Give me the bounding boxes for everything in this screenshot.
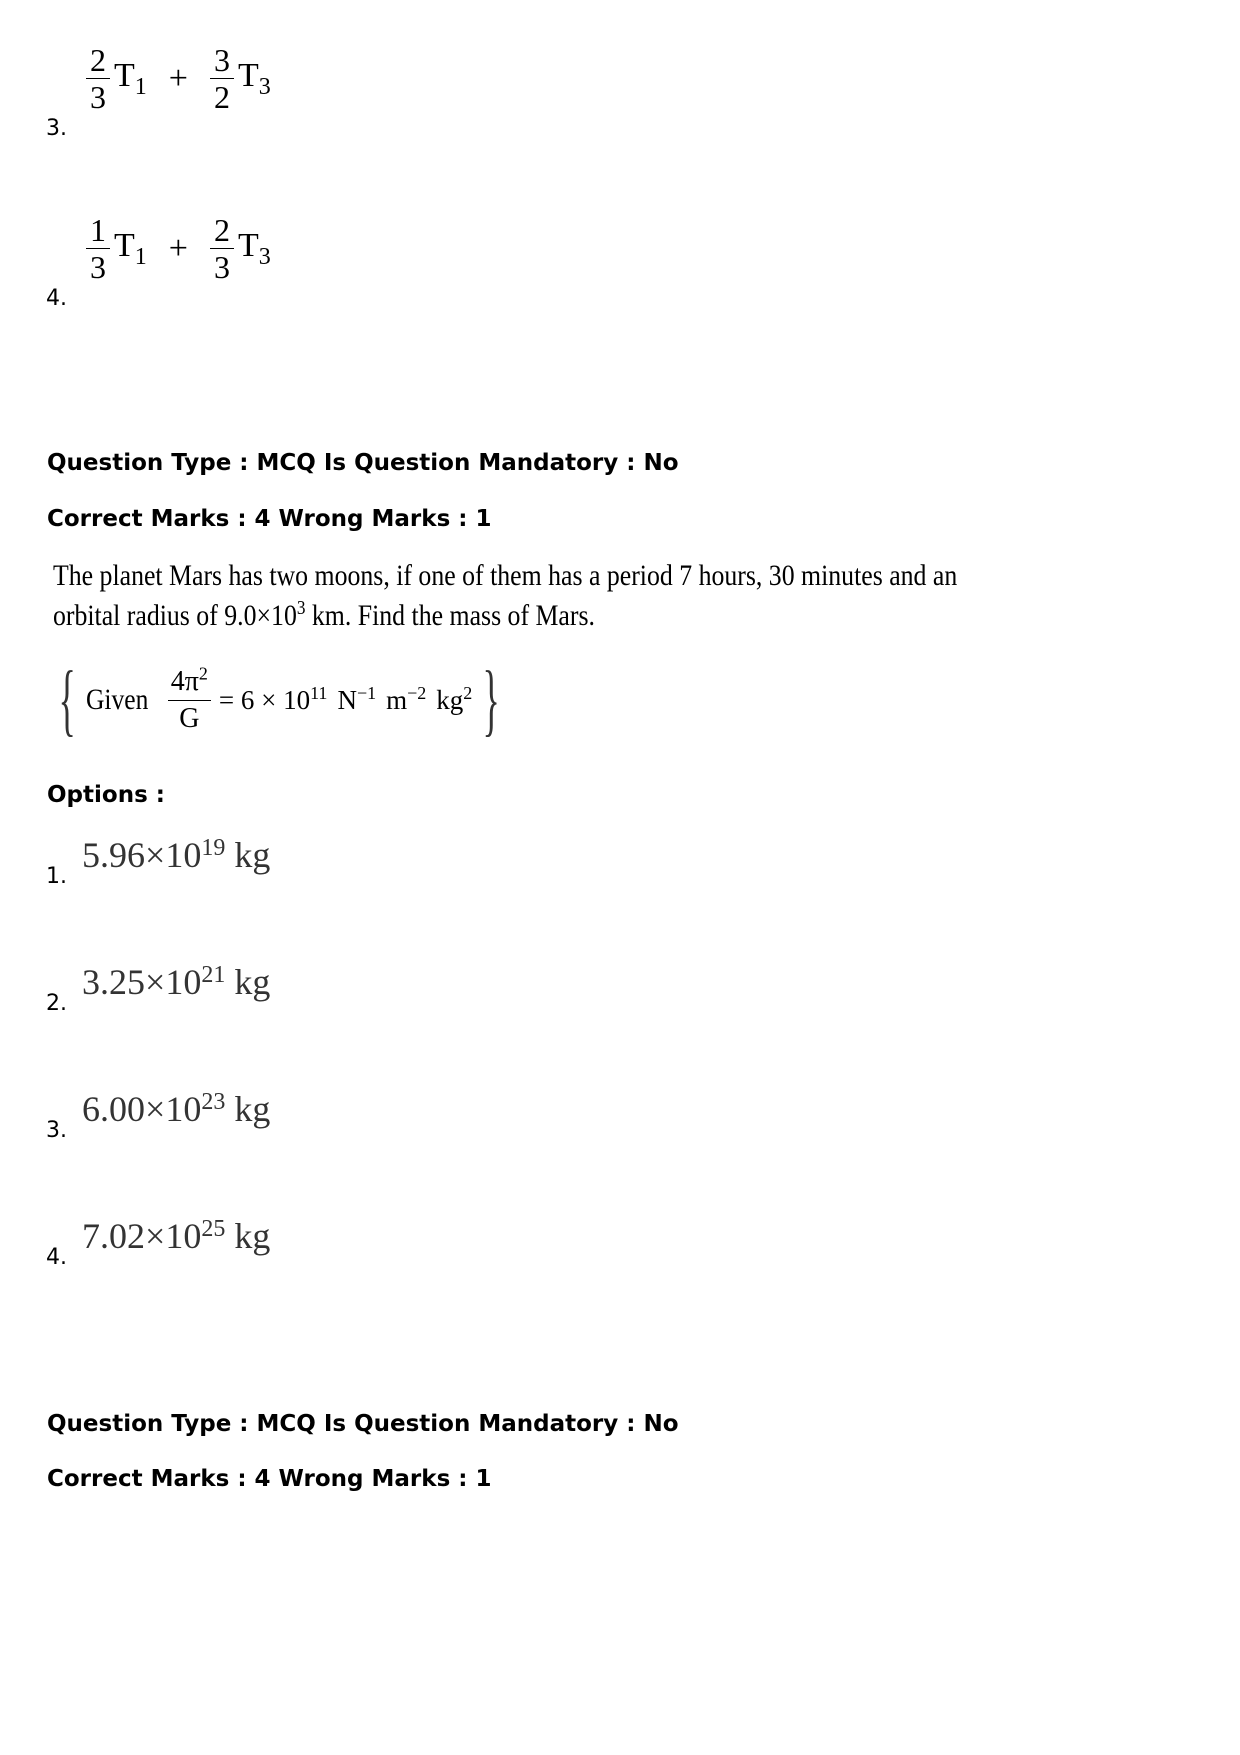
given-rhs: = $6 \times 10^{11}$: [218, 682, 328, 715]
question-text-line-2: orbital radius of $9.0\times 10^3$ km. Find the mass of Mars.: [53, 597, 595, 632]
given-unit-kg: $kg^2$: [436, 682, 473, 715]
marks-line: Correct Marks : 4 Wrong Marks : 1: [47, 506, 492, 532]
given-unit-m: $m^{-2}$: [386, 682, 427, 715]
fraction: $\frac{2}{3}$: [210, 214, 234, 283]
next-marks-line: Correct Marks : 4 Wrong Marks : 1: [47, 1466, 492, 1492]
question-type-line: Question Type : MCQ Is Question Mandatory : No: [47, 450, 679, 476]
option-value: $7.02\times 10^{25}$ kg: [82, 1216, 271, 1256]
option-number: 2.: [46, 991, 67, 1016]
option-number: 4.: [46, 286, 67, 311]
right-brace-icon: }: [482, 656, 501, 744]
option-number: 3.: [46, 1118, 67, 1143]
given-fraction: $\frac{4\pi^2}{G}$: [168, 667, 211, 733]
question-text: [53, 556, 957, 636]
fraction: $\frac{1}{3}$: [86, 214, 110, 283]
option-number: 1.: [46, 864, 67, 889]
options-label: Options :: [47, 782, 165, 808]
fraction: $\frac{2}{3}$: [86, 44, 110, 113]
option-expression: $\frac{2}{3}$ $T_1$ + $\frac{3}{2}$ $T_3$: [86, 44, 271, 113]
option-value: $6.00\times 10^{23}$ kg: [82, 1089, 271, 1129]
option-value: $3.25\times 10^{21}$ kg: [82, 962, 271, 1002]
question-text-line-1: The planet Mars has two moons, if one of them has a period 7 hours, 30 minutes and an: [53, 559, 958, 592]
option-number: 3.: [46, 116, 67, 141]
option-value: $5.96\times 10^{19}$ kg: [82, 835, 271, 875]
given-label: Given: [86, 683, 149, 716]
fraction: $\frac{3}{2}$: [210, 44, 234, 113]
given-expression: [48, 656, 511, 744]
next-question-type-line: Question Type : MCQ Is Question Mandatory : No: [47, 1411, 679, 1437]
option-number: 4.: [46, 1245, 67, 1270]
given-unit-n: $N^{-1}$: [337, 682, 377, 715]
option-expression: $\frac{1}{3}$ $T_1$ + $\frac{2}{3}$ $T_3$: [86, 214, 271, 283]
left-brace-icon: {: [58, 656, 76, 744]
